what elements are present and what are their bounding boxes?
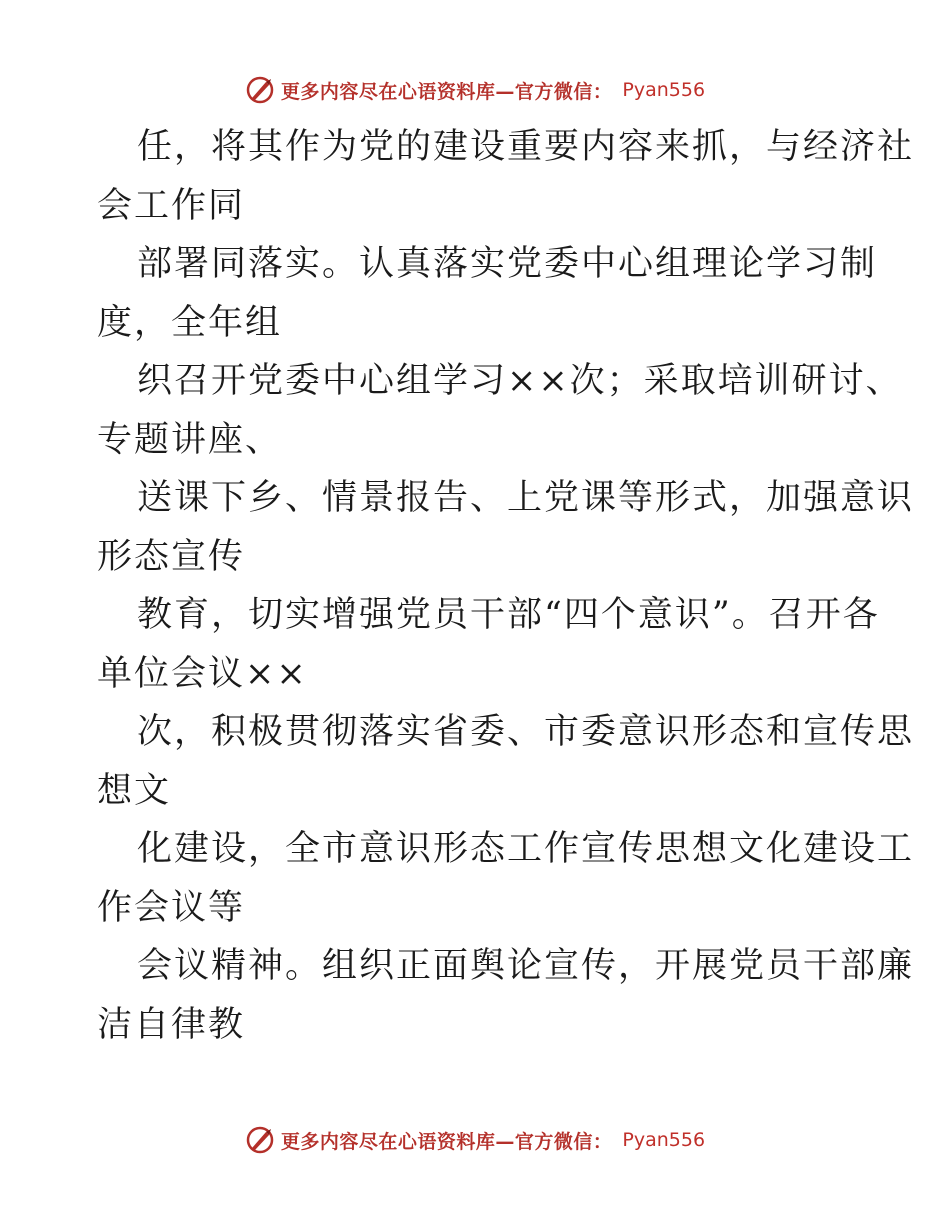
paragraph-line: 次，积极贯彻落实省委、市委意识形态和宣传思 xyxy=(137,712,915,752)
paragraph-line: 洁自律教 xyxy=(97,1004,246,1045)
paragraph-line: 专题讲座、 xyxy=(97,419,283,460)
footer-watermark xyxy=(0,1120,950,1160)
paragraph-line: 形态宣传 xyxy=(97,536,246,577)
paragraph-line: 织召开党委中心组学习××次；采取培训研讨、 xyxy=(137,361,903,401)
document-body xyxy=(97,118,915,1054)
quill-pen-logo-icon xyxy=(245,75,275,105)
paragraph-line: 会工作同 xyxy=(97,185,246,226)
paragraph-line: 会议精神。组织正面舆论宣传，开展党员干部廉 xyxy=(137,946,915,986)
watermark-contact: Pyan556 xyxy=(622,1129,706,1151)
paragraph-line: 部署同落实。认真落实党委中心组理论学习制 xyxy=(137,244,878,284)
paragraph-line: 作会议等 xyxy=(97,887,246,928)
paragraph-line: 化建设，全市意识形态工作宣传思想文化建设工 xyxy=(137,829,915,869)
paragraph-line: 想文 xyxy=(97,770,172,811)
watermark-text: 更多内容尽在心语资料库—官方微信： xyxy=(280,1130,613,1153)
paragraph-line: 任，将其作为党的建设重要内容来抓，与经济社 xyxy=(137,127,915,167)
watermark-text: 更多内容尽在心语资料库—官方微信： xyxy=(280,80,613,103)
quill-pen-logo-icon xyxy=(245,1125,275,1155)
watermark-contact: Pyan556 xyxy=(622,79,706,101)
paragraph-line: 单位会议×× xyxy=(97,653,308,694)
paragraph-line: 教育，切实增强党员干部“四个意识”。召开各 xyxy=(137,595,880,635)
paragraph-line: 送课下乡、情景报告、上党课等形式，加强意识 xyxy=(137,478,915,518)
header-watermark xyxy=(0,70,950,110)
paragraph-line: 度，全年组 xyxy=(97,302,283,343)
